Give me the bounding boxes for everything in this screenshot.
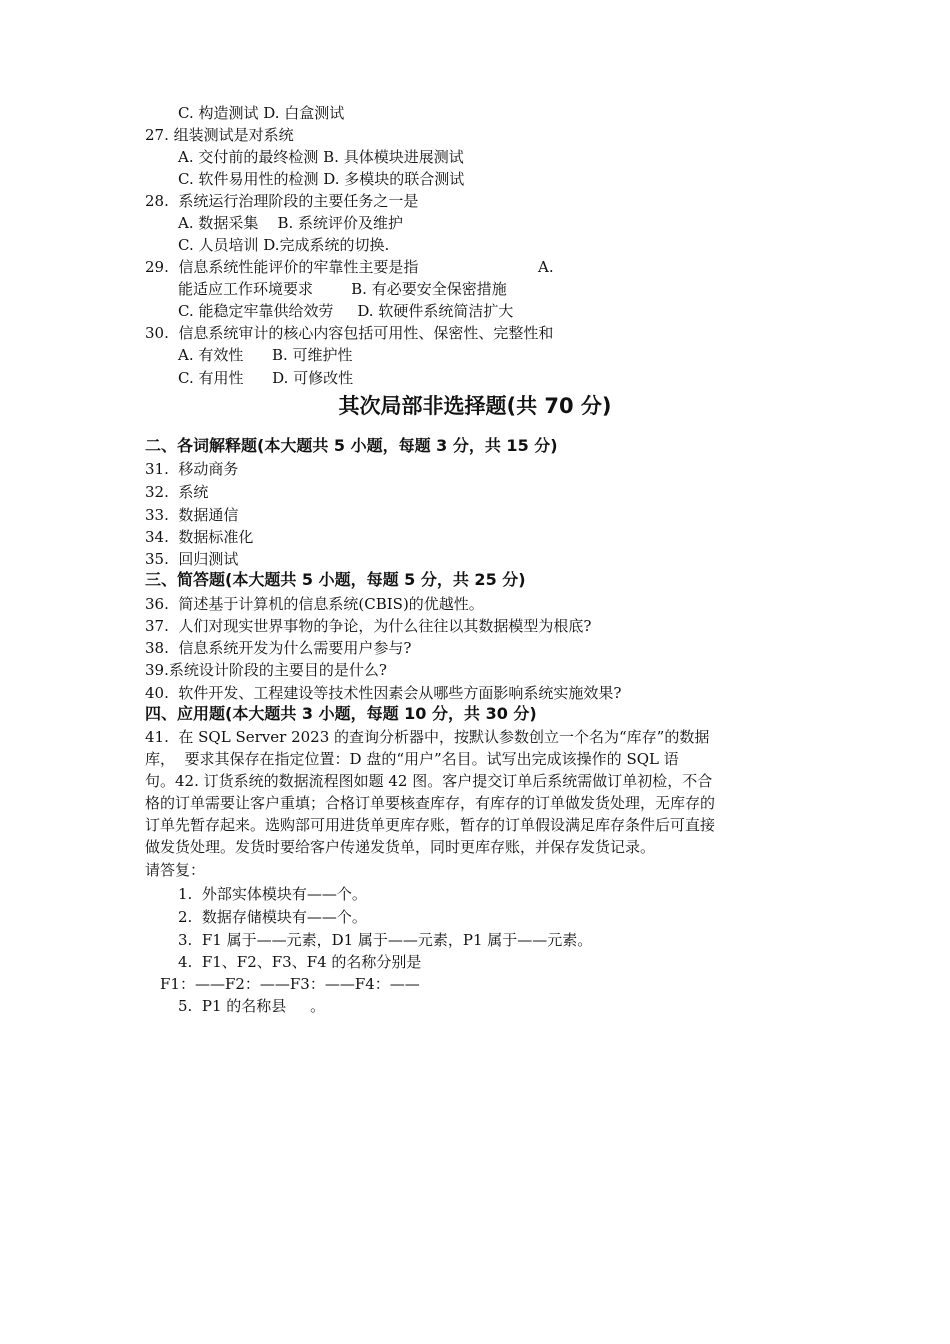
section-short-heading: 三、简答题(本大题共 5 小题，每题 5 分，共 25 分) — [145, 570, 526, 589]
q29-option-a-label: A. — [538, 258, 554, 276]
apply-sub-item: 4. F1、F2、F3、F4 的名称分别是 — [178, 953, 422, 971]
section-apply-heading: 四、应用题(本大题共 3 小题，每题 10 分，共 30 分) — [145, 704, 537, 723]
section-terms-heading: 二、各词解释题(本大题共 5 小题，每题 3 分，共 15 分) — [145, 436, 558, 455]
apply-paragraph-line: 做发货处理。发货时要给客户传递发货单，同时更库存账，并保存发货记录。 — [145, 838, 656, 856]
apply-paragraph-line: 句。42. 订货系统的数据流程图如题 42 图。客户提交订单后系统需做订单初检，不合 — [145, 772, 713, 790]
q28-stem: 28. 系统运行治理阶段的主要任务之一是 — [145, 192, 419, 210]
q27-stem: 27. 组装测试是对系统 — [145, 126, 294, 144]
short-item: 37. 人们对现实世界事物的争论，为什么往往以其数据模型为根底? — [145, 617, 592, 635]
q28-options-ab: A. 数据采集 B. 系统评价及维护 — [178, 214, 404, 232]
apply-paragraph-line: 格的订单需要让客户重填；合格订单要核查库存，有库存的订单做发货处理，无库存的 — [145, 794, 716, 812]
q30-stem: 30. 信息系统审计的核心内容包括可用性、保密性、完整性和 — [145, 324, 554, 342]
apply-f-line: F1：——F2：——F3：——F4：—— — [160, 975, 420, 993]
apply-sub-item: 1. 外部实体模块有——个。 — [178, 885, 367, 903]
apply-sub-item: 3. F1 属于——元素，D1 属于——元素，P1 属于——元素。 — [178, 931, 593, 949]
q28-options-cd: C. 人员培训 D.完成系统的切换. — [178, 236, 390, 254]
short-item: 39.系统设计阶段的主要目的是什么? — [145, 661, 387, 679]
q27-options-cd: C. 软件易用性的检测 D. 多模块的联合测试 — [178, 170, 465, 188]
q27-options-ab: A. 交付前的最终检测 B. 具体模块进展测试 — [178, 148, 464, 166]
short-item: 36. 简述基于计算机的信息系统(CBIS)的优越性。 — [145, 595, 484, 613]
short-item: 40. 软件开发、工程建设等技术性因素会从哪些方面影响系统实施效果? — [145, 684, 622, 702]
q29-options-cd: C. 能稳定牢靠供给效劳 D. 软硬件系统简洁扩大 — [178, 302, 514, 320]
q30-options-ab: A. 有效性 B. 可维护性 — [178, 346, 353, 364]
term-item: 35. 回归测试 — [145, 550, 239, 568]
term-item: 32. 系统 — [145, 483, 209, 501]
apply-paragraph-line: 库， 要求其保存在指定位置：D 盘的“用户”名目。试写出完成该操作的 SQL 语 — [145, 750, 679, 768]
apply-last-item: 5. P1 的名称县 。 — [178, 997, 326, 1015]
q29-options-ab: 能适应工作环境要求 B. 有必要安全保密措施 — [178, 280, 507, 298]
q29-stem: 29. 信息系统性能评价的牢靠性主要是指 — [145, 258, 419, 276]
short-item: 38. 信息系统开发为什么需要用户参与? — [145, 639, 412, 657]
apply-prompt: 请答复： — [145, 861, 206, 879]
q30-options-cd: C. 有用性 D. 可修改性 — [178, 369, 354, 387]
q26-options-cd: C. 构造测试 D. 白盒测试 — [178, 104, 345, 122]
term-item: 34. 数据标准化 — [145, 528, 254, 546]
apply-sub-item: 2. 数据存储模块有——个。 — [178, 908, 367, 926]
term-item: 33. 数据通信 — [145, 506, 239, 524]
apply-paragraph-line: 订单先暂存起来。选购部可用进货单更库存账，暂存的订单假设满足库存条件后可直接 — [145, 816, 716, 834]
part2-title: 其次局部非选择题(共 70 分) — [338, 394, 612, 418]
apply-paragraph-line: 41. 在 SQL Server 2023 的查询分析器中，按默认参数创立一个名为“库存”的数据 — [145, 728, 710, 746]
term-item: 31. 移动商务 — [145, 460, 239, 478]
